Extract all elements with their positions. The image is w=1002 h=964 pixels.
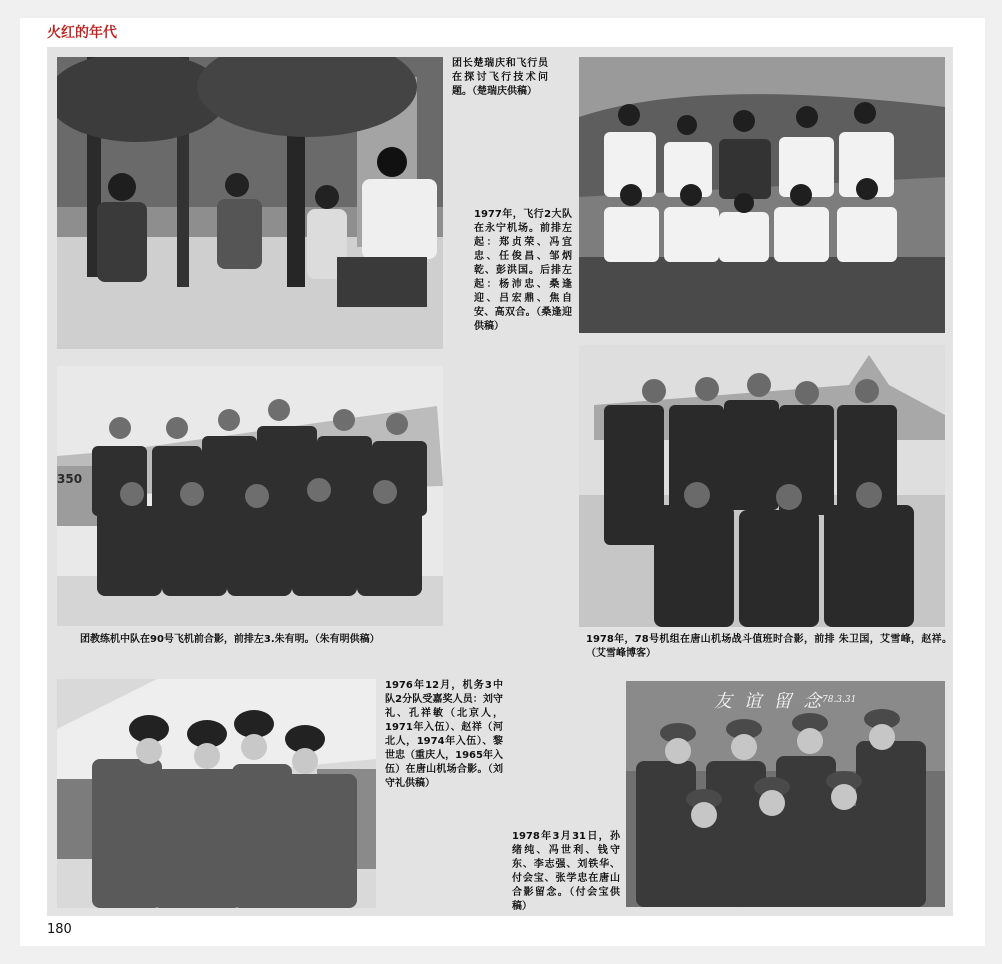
photo-maintenance-awardees bbox=[57, 679, 376, 908]
photo-trainer-squadron bbox=[57, 366, 443, 626]
photo-commander-discussion bbox=[57, 57, 443, 349]
photo-inscription: 友 谊 留 念 bbox=[714, 691, 825, 712]
aircraft-number-350: 350 bbox=[57, 472, 83, 486]
caption-photo4: 1978年，78号机组在唐山机场战斗值班时合影，前排 朱卫国，艾雪峰，赵祥。（艾雪峰博客） bbox=[586, 634, 952, 659]
page-number: 180 bbox=[47, 922, 72, 937]
photo-tangshan-commemoration bbox=[626, 681, 945, 907]
caption-photo5: 1976年12月，机务3中队2分队受嘉奖人员：刘守礼、孔祥敏（北京人，1971年入伍）、赵祥（河北人，1974年入伍）、黎世忠（重庆人，1965年入伍）在唐山机场合影。（刘守礼供稿） bbox=[385, 680, 503, 789]
photo-inscription-date: 78.3.31 bbox=[822, 695, 857, 705]
photo-crew-78-tangshan bbox=[579, 345, 945, 627]
caption-photo3: 团教练机中队在90号飞机前合影，前排左3.朱有明。（朱有明供稿） bbox=[80, 634, 380, 645]
caption-photo1: 团长楚瑞庆和飞行员在探讨飞行技术问题。（楚瑞庆供稿） bbox=[452, 58, 548, 97]
caption-photo2: 1977年，飞行2大队在永宁机场。前排左起：郑贞荣、冯宜忠、任俊昌、邹炳乾、彭洪国。后排左起：杨沛忠、桑逢迎、吕宏鼎、焦自安、高双合。（桑逢迎供稿） bbox=[474, 209, 572, 332]
photo-flight-team-yongning bbox=[579, 57, 945, 333]
section-title: 火红的年代 bbox=[47, 25, 117, 41]
caption-photo6: 1978年3月31日，孙绪纯、冯世利、钱守东、李志强、刘铁华、付会宝、张学忠在唐山合影留念。（付会宝供稿） bbox=[512, 831, 620, 912]
